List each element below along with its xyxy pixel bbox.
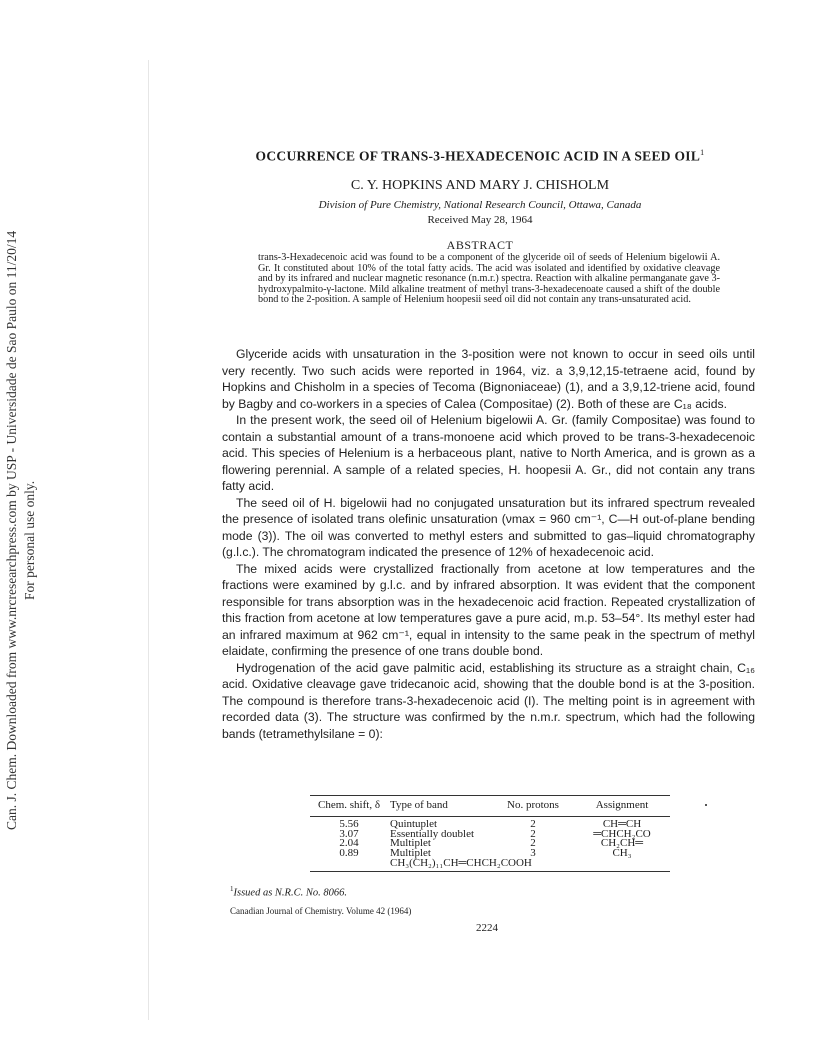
body-text (222, 346, 755, 742)
table-cell: CH═CH (602, 818, 642, 830)
paragraph: The mixed acids were crystallized fractionally from acetone at low temperatures and the fractions were examined by g.l.c. and by infrared absorption. It was evident that the component responsible for trans absorption was in the hexadecenoic acid fraction. Repeated crystallization of this fraction from acetone at low temperatures gave a pure acid, m.p. 53–54°. Its methyl ester had an infrared maximum at 962 cm⁻¹, equal in intensity to the same peak in the spectrum of methyl elaidate, confirming the presence of one trans double bond. (222, 561, 755, 658)
structure-formula: CH₃(CH₂)₁₁CH═CHCH₂COOH (310, 858, 670, 872)
download-notice-line: Can. J. Chem. Downloaded from www.nrcresearchpress.com by USP - Universidade de Sao Paulo on 11/20/14 (4, 230, 19, 830)
title-footnote-mark: 1 (700, 148, 705, 157)
paragraph: The seed oil of H. bigelowii had no conjugated unsaturation but its infrared spectrum revealed the presence of isolated trans olefinic unsaturation (νmax = 960 cm⁻¹, C—H out-of-plane bending mode (3)). The oil was converted to methyl esters and submitted to gas–liquid chromatography (g.l.c.). The chromatogram indicated the presence of 12% of hexadecenoic acid. (222, 495, 755, 559)
table-cell: Multiplet (390, 846, 431, 859)
table-cell: 0.89 (339, 846, 359, 859)
paragraph: Hydrogenation of the acid gave palmitic acid, establishing its structure as a straight chain, C₁₆ acid. Oxidative cleavage gave tridecanoic acid, showing that the double bond is at the 3-position. The compound is therefore trans-3-hexadecenoic acid (I). The melting point is in agreement with recorded data (3). The structure was confirmed by the n.m.r. spectrum, which had the following bands (tetramethylsilane = 0): (222, 660, 755, 741)
table-header-cell: No. protons (507, 799, 559, 811)
paragraph: In the present work, the seed oil of Helenium bigelowii A. Gr. (family Compositae) was found to contain a substantial amount of a trans-monoene acid which proved to be trans-3-hexadecenoic acid. This species of Helenium is a herbaceous plant, native to North America, and is grown as a flowering perennial. A sample of a related species, H. hoopesii A. Gr., did not contain any trans fatty acid. (222, 413, 755, 493)
table-header-cell: Assignment (595, 799, 649, 811)
table-cell: CH₃ (612, 846, 632, 859)
table-cell: Quintuplet (390, 818, 438, 830)
nmr-table (310, 795, 670, 872)
table-cell: 2 (530, 818, 536, 830)
received-date: Received May 28, 1964 (427, 214, 533, 226)
abstract-text: trans-3-Hexadecenoic acid was found to be a component of the glyceride oil of seeds of Helenium bigelowii A. Gr. It constituted about 10% of the total fatty acids. The acid was isolated and identified by oxidative cleavage and by its infrared and nuclear magnetic resonance (n.m.r.) spectra. Reaction with alkaline permanganate gave 3-hydroxypalmito-γ-lactone. Mild alkaline treatment of methyl trans-3-hexadecenoate caused a shift of the double bond to the 2-position. A sample of Helenium hoopesii seed oil did not contain any trans-unsaturated acid. (258, 252, 720, 305)
footnote (230, 885, 347, 899)
table-cell: 2 (530, 827, 536, 840)
table-cell: ═CHCH₂CO (593, 827, 651, 840)
page-number: 2224 (476, 922, 498, 934)
affiliation: Division of Pure Chemistry, National Research Council, Ottawa, Canada (318, 199, 642, 211)
stray-mark (705, 804, 707, 806)
authors: C. Y. HOPKINS AND MARY J. CHISHOLM (350, 178, 610, 193)
table-cell: 3.07 (339, 827, 359, 840)
table-cell: Essentially doublet (390, 827, 475, 840)
table-body (310, 817, 670, 872)
table-cell: Multiplet (390, 837, 431, 849)
page-edge-rule (148, 60, 149, 1020)
table-cell: CH₂CH═ (600, 837, 644, 849)
table-cell: 2.04 (339, 837, 359, 849)
journal-citation: Canadian Journal of Chemistry. Volume 42 (1964) (230, 906, 412, 916)
footnote-mark: 1 (230, 885, 234, 893)
table-cell: 3 (530, 846, 536, 859)
paper-title (230, 148, 730, 165)
table-header-cell: Type of band (390, 799, 448, 811)
table-header-cell: Chem. shift, δ (317, 799, 380, 811)
footnote-text: Issued as N.R.C. No. 8066. (233, 887, 347, 899)
personal-use-notice: For personal use only. (22, 480, 37, 600)
abstract-heading: ABSTRACT (446, 238, 514, 252)
paper-title-text: OCCURRENCE OF TRANS-3-HEXADECENOIC ACID IN A SEED OIL (255, 148, 701, 164)
paragraph: Glyceride acids with unsaturation in the 3-position were not known to occur in seed oils until very recently. Two such acids were reported in 1964, viz. a 3,9,12,15-tetraene acid, found by Hopkins and Chisholm in a species of Tecoma (Bignoniaceae) (1), and a 3,9,12-triene acid, found by Bagby and co-workers in a species of Calea (Compositae) (2). Both of these are C₁₈ acids. (222, 347, 755, 411)
table-header-row (310, 796, 670, 817)
table-cell: 5.56 (339, 818, 359, 830)
download-notice-sidebar (0, 180, 48, 840)
table-cell: 2 (530, 837, 536, 849)
